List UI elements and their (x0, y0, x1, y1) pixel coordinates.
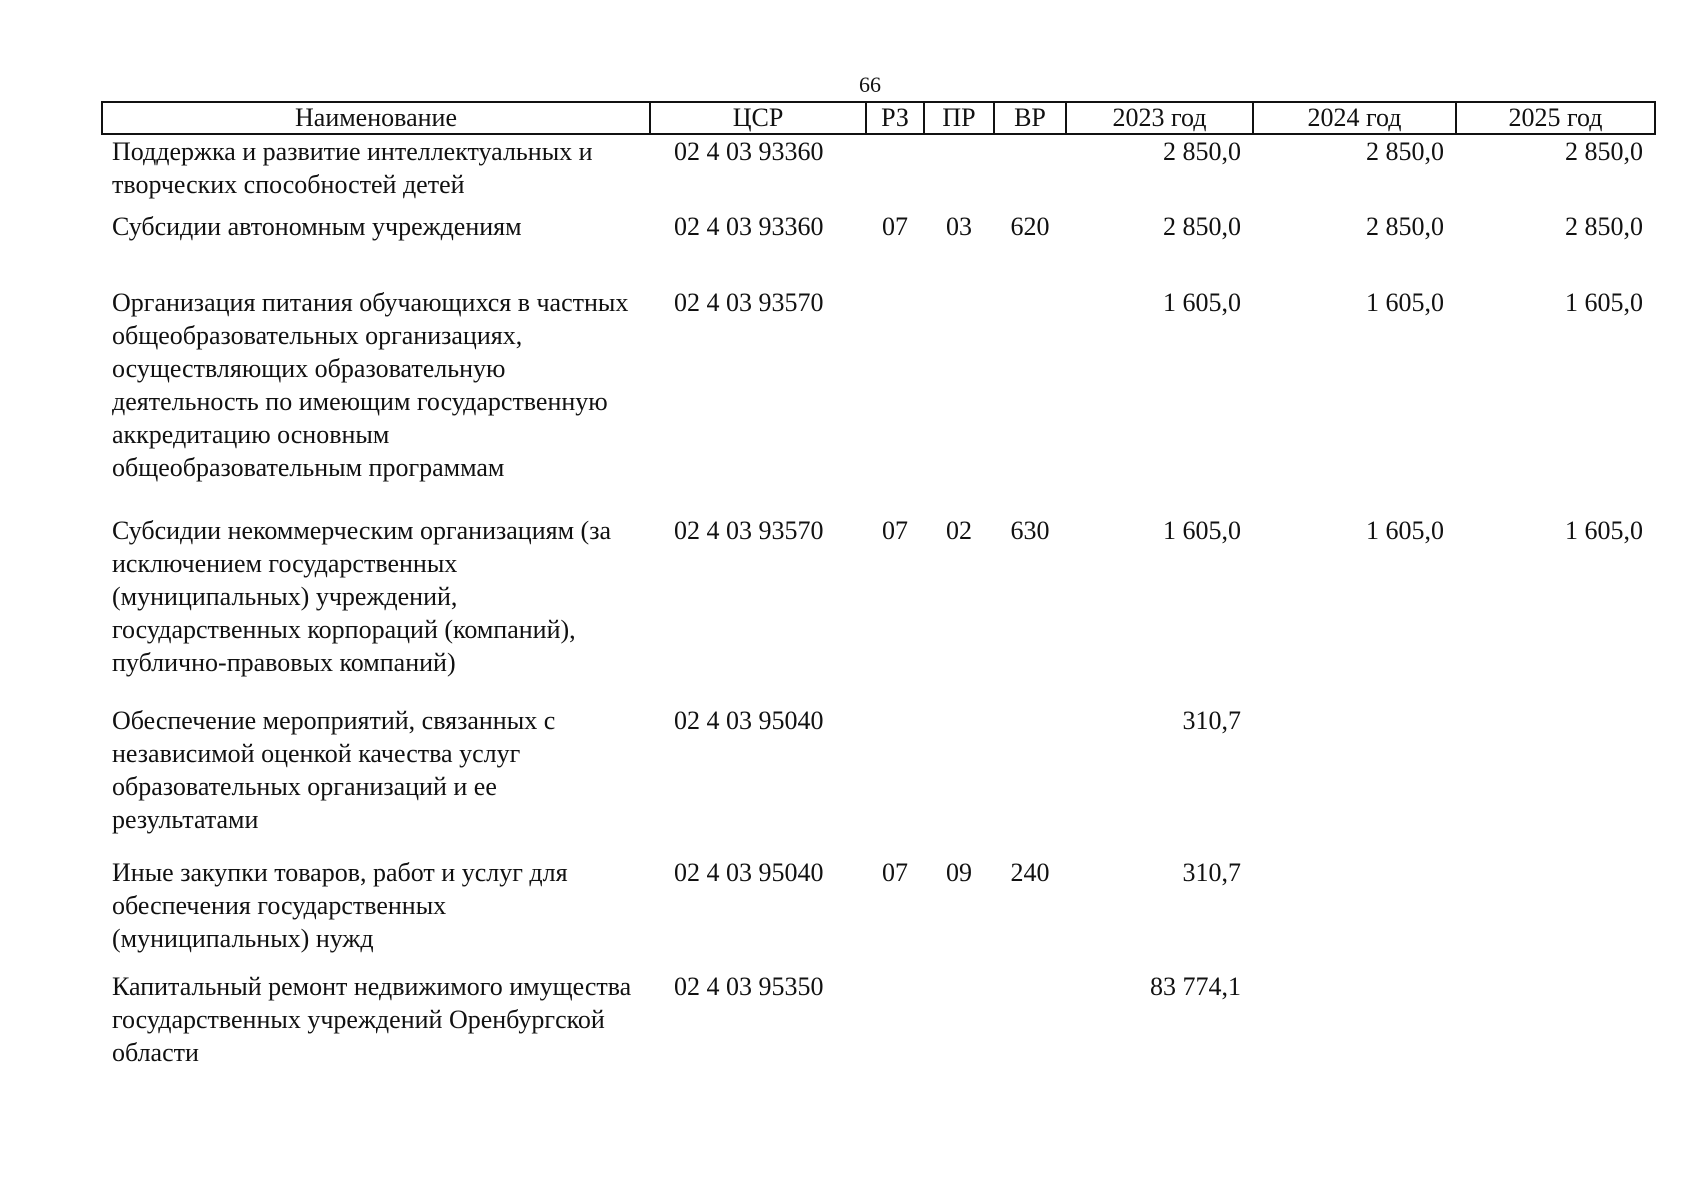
row-rz (866, 134, 924, 210)
row-csr: 02 4 03 95040 (674, 706, 824, 735)
row-2025 (1456, 970, 1655, 1070)
row-2024 (1253, 970, 1456, 1070)
row-name: Поддержка и развитие интеллектуальных и творческих способностей детей (112, 137, 593, 199)
page-number: 66 (859, 72, 881, 97)
table-row (102, 856, 1655, 970)
row-rz: 07 (882, 858, 908, 887)
row-2025 (1456, 704, 1655, 856)
row-vr (994, 134, 1066, 210)
row-2023: 310,7 (1182, 706, 1241, 735)
header-pr: ПР (924, 102, 994, 134)
row-pr: 02 (946, 516, 972, 545)
row-2024: 2 850,0 (1366, 137, 1444, 166)
row-vr: 630 (1010, 516, 1050, 545)
row-name: Обеспечение мероприятий, связанных с независимой оценкой качества услуг образовательных организаций и ее результатами (112, 706, 556, 834)
row-vr (994, 970, 1066, 1070)
header-row (102, 102, 1655, 134)
table-row (102, 704, 1655, 856)
row-2023: 1 605,0 (1163, 516, 1241, 545)
row-2023: 83 774,1 (1150, 972, 1241, 1001)
budget-table (101, 101, 1656, 1070)
row-2025 (1456, 856, 1655, 970)
header-name: Наименование (102, 102, 650, 134)
row-2024: 1 605,0 (1366, 516, 1444, 545)
row-pr: 09 (946, 858, 972, 887)
header-csr: ЦСР (650, 102, 866, 134)
row-2024 (1253, 704, 1456, 856)
row-2023: 2 850,0 (1163, 137, 1241, 166)
row-pr: 03 (946, 212, 972, 241)
row-csr: 02 4 03 93570 (674, 516, 824, 545)
row-csr: 02 4 03 93570 (674, 288, 824, 317)
row-name: Субсидии автономным учреждениям (112, 212, 522, 241)
row-2024: 2 850,0 (1366, 212, 1444, 241)
row-2025: 2 850,0 (1565, 212, 1643, 241)
table-row (102, 970, 1655, 1070)
row-csr: 02 4 03 95040 (674, 858, 824, 887)
row-rz (866, 970, 924, 1070)
row-2025: 2 850,0 (1565, 137, 1643, 166)
header-2025: 2025 год (1456, 102, 1655, 134)
row-vr: 620 (1010, 212, 1050, 241)
row-rz (866, 286, 924, 514)
row-name: Капитальный ремонт недвижимого имущества государственных учреждений Оренбургской области (112, 972, 632, 1067)
row-csr: 02 4 03 95350 (674, 972, 824, 1001)
table-row (102, 210, 1655, 286)
row-pr (924, 970, 994, 1070)
table-row (102, 514, 1655, 704)
header-2024: 2024 год (1253, 102, 1456, 134)
row-2025: 1 605,0 (1565, 516, 1643, 545)
row-2024: 1 605,0 (1366, 288, 1444, 317)
row-2024 (1253, 856, 1456, 970)
row-rz (866, 704, 924, 856)
row-name: Организация питания обучающихся в частных общеобразовательных организациях, осуществляющих образовательную деятельность по имеющим государственную аккредитацию основным общеобразовательным программам (112, 288, 629, 482)
row-vr: 240 (1010, 858, 1050, 887)
row-csr: 02 4 03 93360 (674, 212, 824, 241)
row-2023: 310,7 (1182, 858, 1241, 887)
row-vr (994, 286, 1066, 514)
row-rz: 07 (882, 516, 908, 545)
table-row (102, 134, 1655, 210)
row-2023: 2 850,0 (1163, 212, 1241, 241)
row-pr (924, 134, 994, 210)
row-2025: 1 605,0 (1565, 288, 1643, 317)
row-pr (924, 704, 994, 856)
row-name: Иные закупки товаров, работ и услуг для обеспечения государственных (муниципальных) нужд (112, 858, 568, 953)
row-rz: 07 (882, 212, 908, 241)
header-rz: РЗ (866, 102, 924, 134)
table-row (102, 286, 1655, 514)
header-2023: 2023 год (1066, 102, 1253, 134)
header-vr: ВР (994, 102, 1066, 134)
row-name: Субсидии некоммерческим организациям (за исключением государственных (муниципальных) учреждений, государственных корпораций (компаний), публично-правовых компаний) (112, 516, 612, 677)
row-csr: 02 4 03 93360 (674, 137, 824, 166)
row-vr (994, 704, 1066, 856)
row-pr (924, 286, 994, 514)
row-2023: 1 605,0 (1163, 288, 1241, 317)
